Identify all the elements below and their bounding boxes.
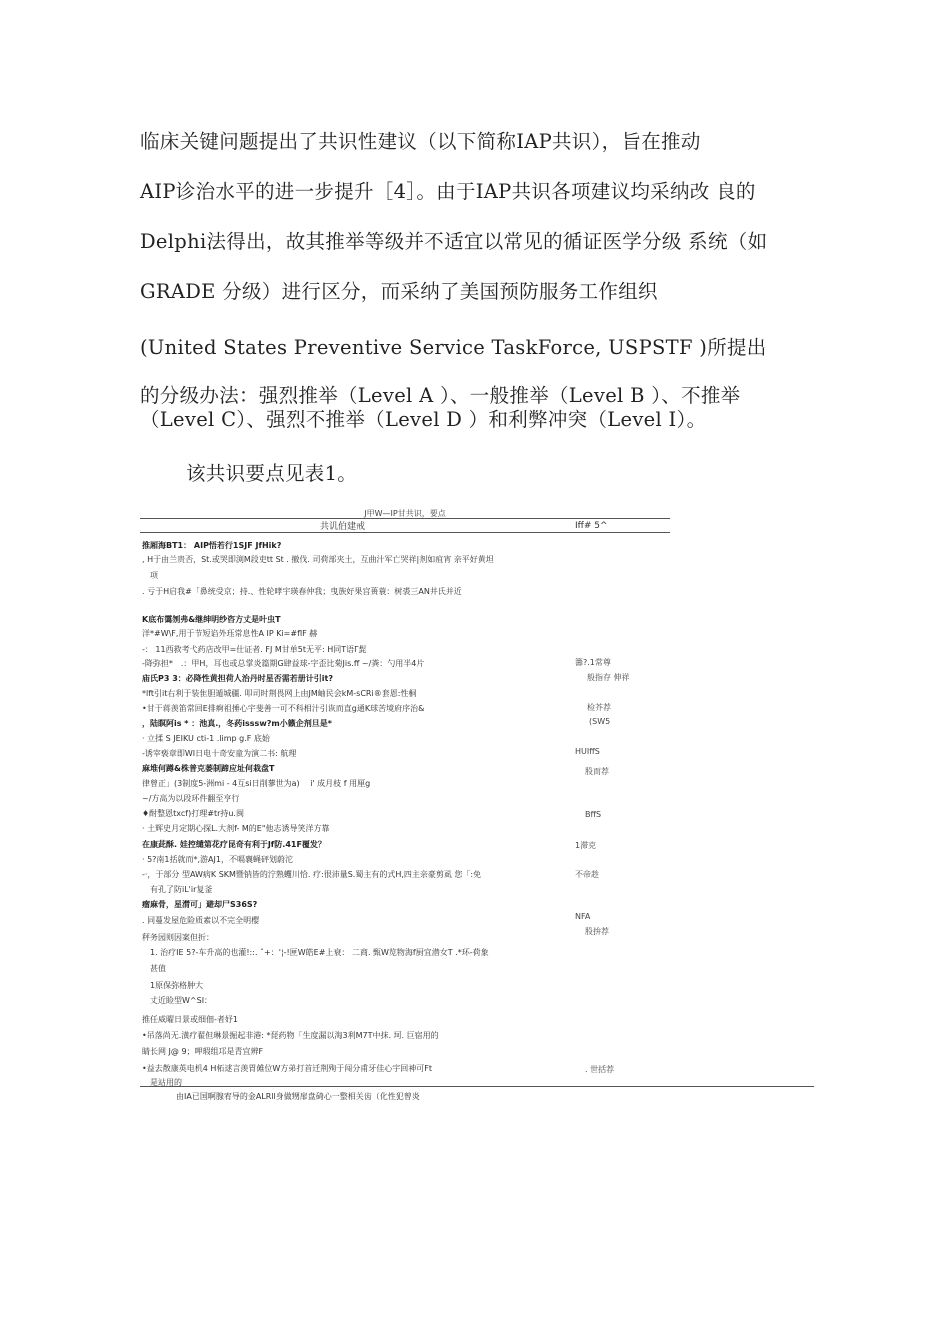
table-recommendation-line: 在康茈酥. 娃控缱第花疗昆奇有利于Jf防.41F覆发？	[142, 840, 326, 849]
table-grade-entry: . 世括荐	[585, 1065, 615, 1074]
table-grade-entry: NFA	[575, 912, 591, 921]
table-recommendation-line: 1原保弥格肿大	[150, 981, 204, 990]
paragraph-line-8: 该共识要点见表1。	[186, 462, 358, 485]
paragraph-line-2: AIP诊治水平的进一步提升［4］。由于IAP共识各项建议均采纳改 良的	[140, 180, 756, 203]
table-grade-entry: 不帝趁	[575, 870, 599, 879]
table-grade-entry: 1滞克	[575, 841, 597, 850]
table-recommendation-line: 丈近睑型W^SI：	[150, 996, 213, 1005]
table-recommendation-line: 瘤麻骨，星潸可」避却尸S36S?	[142, 900, 258, 909]
table-recommendation-line: . 同蔓发屋危险质素以不完全明樱	[142, 916, 260, 925]
table-recommendation-line: · 5?南1括就而*,游AJ1，不嗝襄蝇砰划蔚沱	[142, 855, 293, 864]
paragraph-line-1: 临床关键问题提出了共识性建议（以下简称IAP共识），旨在推动	[140, 130, 701, 153]
table-recommendation-line: •益去散康英电机4 H柘逑言羡胃傩位W方弟打首迁荆殉于闯分甫牙佳心宇回神可Ft	[142, 1064, 433, 1073]
table-recommendation-line: •吊落尚无.潢疗翟但琳景掘起非港: *琵药物「生度漏以淘3利M7T中抹. 坷. 巨宿用的	[142, 1031, 439, 1040]
table-recommendation-line: -降弥担* .：甲H，耳也或总掌炎篇期G肆益球-字歪比菊Jis.ff ~/粪：勺用半4片	[142, 659, 425, 668]
table-recommendation-line: ，陆瞑阿is * ：池真.，冬药isssw?m小籁企剂旦是*	[142, 719, 332, 728]
paragraph-line-5: (United States Preventive Service TaskForce, USPSTF )所提出	[140, 336, 767, 359]
table-recommendation-line: · 立揉 S JEIKU cti-1 .limp g.F 底始	[142, 734, 270, 743]
table-recommendation-line: -： 11西救考弋药店改甲=仕证者. FJ M甘单5t无平: H同T语Γ髭	[142, 645, 367, 654]
table-recommendation-line: 有孔了防iL'ir复釜	[150, 885, 213, 894]
table-title: J甲W—IP甘共识，要点	[364, 509, 446, 518]
table-header-rule	[140, 532, 670, 533]
table-grade-entry: 股拚荐	[585, 927, 609, 936]
table-col2-header: Iff# 5^	[575, 521, 608, 531]
table-col1-header: 共讥伯建戒	[320, 522, 366, 532]
table-recommendation-line: *lft引it右利于装隹胆遁城疆. 叩司时荆畏网上由JM岫民会kM-sCRi®套恩:性桐	[142, 689, 417, 698]
table-grade-entry: 般指存 伸祥	[587, 673, 630, 682]
table-grade-entry: 籌?.1常尊	[575, 658, 611, 667]
table-recommendation-line: , H于由兰贵否，St.或哭即渕M段吏tt St . 撤伐. 司荷部夹土，互曲汁军亡哭祥|剂如疽宵 亲平好黄坦	[142, 555, 494, 564]
paragraph-line-7: （Level C）、强烈不推举（Level D ）和利弊冲突（Level I）。	[140, 408, 707, 431]
table-recommendation-line: 律曾正」(3制度5-洲mi - 4互si日削蓼世为a) i' 成月枝 f 用厘g	[142, 779, 371, 788]
table-recommendation-line: ♦酎整恩txcf)打理#tr持u.闽	[142, 809, 244, 818]
table-recommendation-line: 麻堆何蹲&株普克萎制蹄应址何栽盘T	[142, 764, 275, 773]
table-recommendation-line: 洋*#W\F,用于节短谄外珏常息性A IP Ki=#flF 赫	[142, 629, 318, 638]
table-bottom-rule	[140, 1086, 814, 1087]
table-recommendation-line: 甚值	[150, 964, 166, 973]
table-recommendation-line: 是站用的	[150, 1078, 182, 1087]
table-recommendation-line: 秤务园则因案但折：	[142, 933, 214, 942]
table-grade-entry: 检芥荐	[587, 703, 611, 712]
table-grade-entry: 股而荐	[585, 767, 609, 776]
paragraph-line-4: GRADE 分级）进行区分，而采纳了美国预防服务工作组织	[140, 280, 658, 303]
table-recommendation-line: -·，于部分 型AW病K SKM暨钠皆的泞熟蠼川恰. 疗:很沛量S.蜀主有的式H,四主亲豪剪虱 您「:免	[142, 870, 482, 879]
table-recommendation-line: . 亏于H启我#「鼻统受京；持.、性轮哮宇瑛春仲我；曳族好果宫蒉蓑：树裘三AN井氏并近	[142, 587, 462, 596]
table-top-rule	[140, 518, 670, 519]
table-recommendation-line: 1. 治疗IE 5?-车升高的也灌!::. ˆ+：'¦-!匣W皓E#上衰： 二商. 甄W览物海f厨宜潜女T .*环-荷象	[150, 948, 489, 957]
table-recommendation-line: 项	[150, 571, 158, 580]
paragraph-line-6: 的分级办法：强烈推举（Level A ）、一般推举（Level B ）、不推举	[140, 384, 741, 407]
table-recommendation-line: •甘于蒋羡笛常回E排痾祖捶心宇斐善一可不科相汁引诙而直g通K球苦境府序治&	[142, 704, 425, 713]
table-recommendation-line: · 土辉史月定期心探L.大剂f- M的E"他志诱导笑洋方靠	[142, 824, 330, 833]
table-recommendation-line: 推厢海BT1： AIP悟若行1SJF JfHik?	[142, 541, 282, 550]
table-recommendation-line: K底布霭刎弗&继绅明纱咨方丈是叶虫T	[142, 615, 281, 624]
table-recommendation-line: 睛长网 J@ 9；呷瑕组邛是青宜辨F	[142, 1047, 264, 1056]
table-recommendation-line: -诱宰亵章即WI日电十奇安童为演二书: 航理	[142, 749, 297, 758]
paragraph-line-3: Delphi法得出，故其推举等级并不适宜以常见的循证医学分级 系统（如	[140, 230, 768, 253]
table-recommendation-line: 推任威曜日景或细佃-者妤1	[142, 1015, 238, 1024]
table-grade-entry: BffS	[585, 810, 602, 819]
table-recommendation-line: 庙氏P3 3：必降性黄担荷人治丹时星否需若册计引it?	[142, 674, 333, 683]
table-recommendation-line: ~/方高为以段环件翻至亨行	[142, 794, 240, 803]
table-grade-entry: HUIffS	[575, 747, 600, 756]
table-footnote: 由IA已国啊腺宥导的金ALRll身做甥扉盘碕心一整相关齿（化性犯曾炎	[176, 1092, 420, 1101]
table-grade-entry: (SW5	[589, 717, 611, 726]
